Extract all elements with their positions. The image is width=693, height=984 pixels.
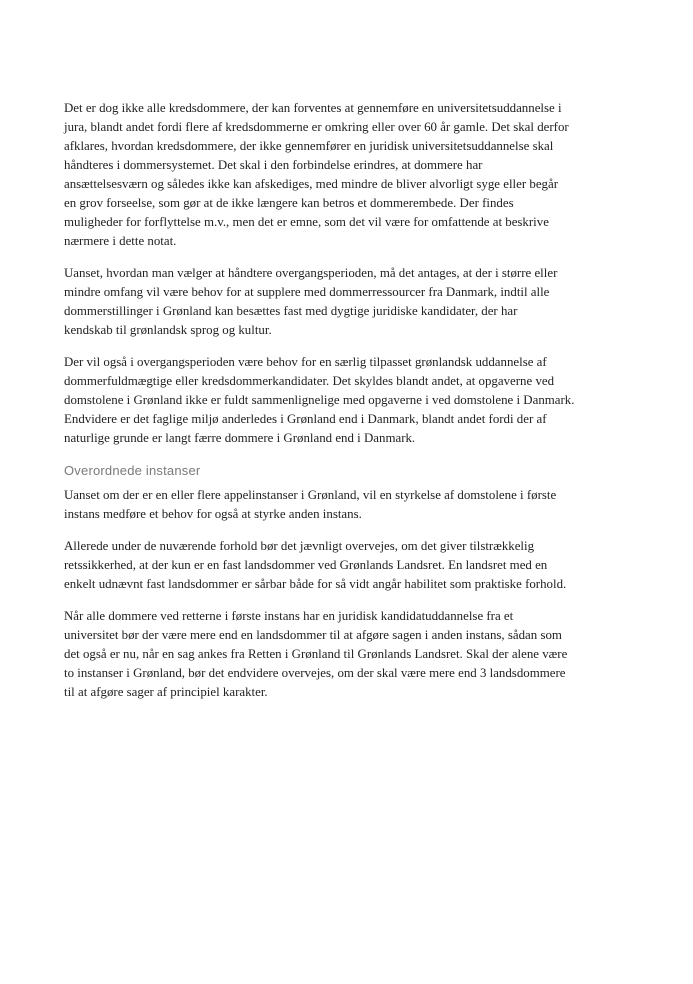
paragraph-overgangsperioden: Uanset, hvordan man vælger at håndtere overgangsperioden, må det antages, at der i større eller mindre omfang vil være behov for at supplere med dommerressourcer fra Danmark, indtil alle dommerstillinger i Grønland kan besættes fast med dygtige juridiske kandidater, der har kendskab til grønlandsk sprog og kultur. (64, 266, 558, 337)
document-body (64, 99, 639, 715)
paragraph-kredsdommere: Det er dog ikke alle kredsdommere, der kan forventes at gennemføre en universitetsuddannelse i jura, blandt andet fordi flere af kredsdommerne er omkring eller over 60 år gamle. Det skal derfor afklares, hvordan kredsdommere, der ikke gennemfører en juridisk universitetsuddannelse skal håndteres i dommersystemet. Det skal i den forbindelse erindres, at dommere har ansættelsesværn og således ikke kan afskediges, med mindre de bliver alvorligt syge eller begår en grov forseelse, som gør at de ikke længere kan betros et dommerembede. Der findes muligheder for forflyttelse m.v., men det er emne, som det vil være for omfattende at beskrive nærmere i dette notat. (64, 101, 569, 248)
paragraph-appelinstanser: Uanset om der er en eller flere appelinstanser i Grønland, vil en styrkelse af domstolene i første instans medføre et behov for også at styrke anden instans. (64, 488, 557, 521)
paragraph-landsdommere: Når alle dommere ved retterne i første instans har en juridisk kandidatuddannelse fra et universitet bør der være mere end en landsdommer til at afgøre sagen i anden instans, sådan som det også er nu, når en sag ankes fra Retten i Grønland til Grønlands Landsret. Skal der alene være to instanser i Grønland, bør det endvidere overvejes, om der skal være mere end 3 landsdommere til at afgøre sager af principiel karakter. (64, 609, 568, 699)
section-heading: Overordnede instanser (64, 463, 201, 478)
paragraph-uddannelse: Der vil også i overgangsperioden være behov for en særlig tilpasset grønlandsk uddannelse af dommerfuldmægtige eller kredsdommerkandidater. Det skyldes blandt andet, at opgaverne ved domstolene i Grønland ikke er fuldt sammenlignelige med opgaverne i ved domstolene i Danmark. Endvidere er det faglige miljø anderledes i Grønland end i Danmark, blandt andet fordi der af naturlige grunde er langt færre dommere i Grønland end i Danmark. (64, 355, 575, 445)
paragraph-retssikkerhed: Allerede under de nuværende forhold bør det jævnligt overvejes, om det giver tilstrækkelig retssikkerhed, at der kun er en fast landsdommer ved Grønlands Landsret. En landsret med en enkelt udnævnt fast landsdommer er sårbar både for så vidt angår habilitet som praktiske forhold. (64, 539, 567, 591)
